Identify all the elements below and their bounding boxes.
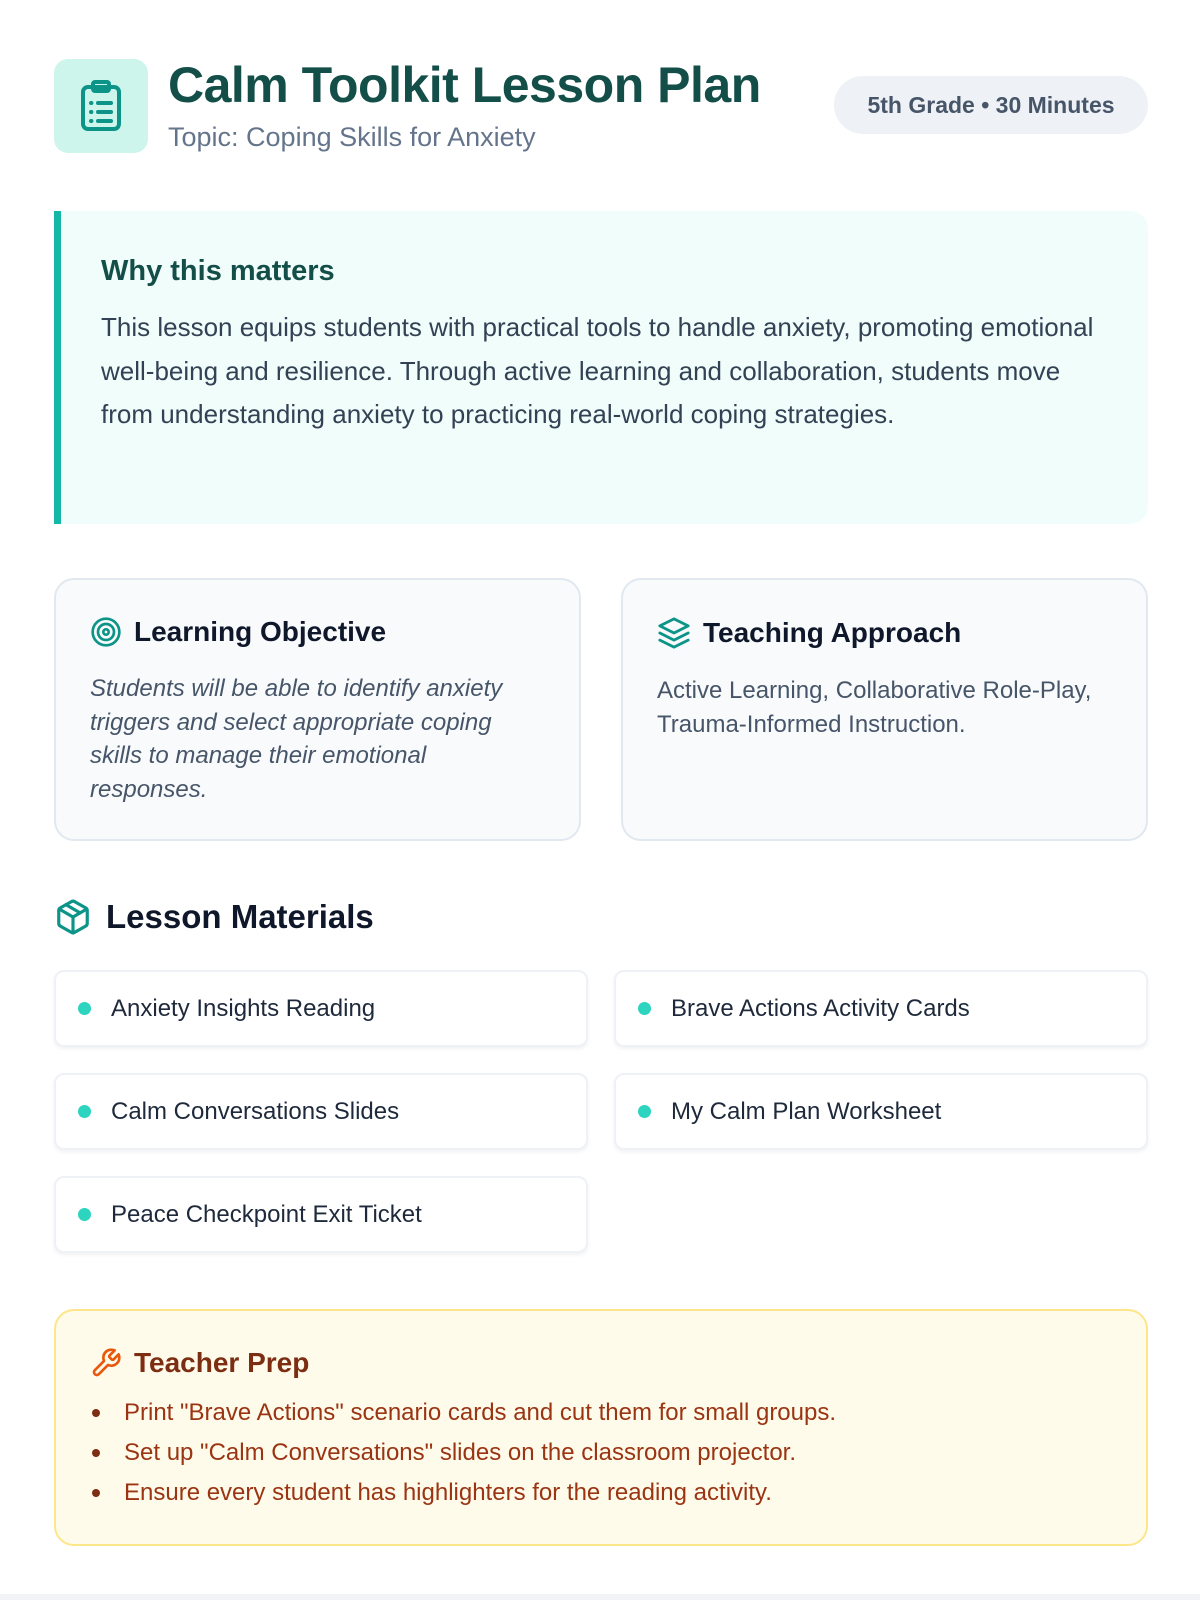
material-item bbox=[614, 970, 1148, 1047]
teacher-prep-heading: Teacher Prep bbox=[134, 1347, 310, 1378]
bullet-dot bbox=[92, 1449, 100, 1457]
material-label: Peace Checkpoint Exit Ticket bbox=[111, 1200, 422, 1228]
target-icon bbox=[90, 616, 122, 648]
package-icon bbox=[54, 898, 92, 936]
teaching-approach-heading: Teaching Approach bbox=[703, 617, 962, 648]
material-item bbox=[614, 1073, 1148, 1150]
material-label: Brave Actions Activity Cards bbox=[671, 994, 970, 1022]
material-label: My Calm Plan Worksheet bbox=[671, 1097, 942, 1125]
layers-icon bbox=[657, 616, 691, 650]
material-label: Anxiety Insights Reading bbox=[111, 994, 376, 1022]
prep-item-text: Set up "Calm Conversations" slides on the classroom projector. bbox=[124, 1439, 797, 1466]
bullet-dot bbox=[78, 1002, 91, 1015]
page-title: Calm Toolkit Lesson Plan bbox=[168, 57, 761, 113]
teacher-prep-list bbox=[90, 1393, 1112, 1513]
material-label: Calm Conversations Slides bbox=[111, 1097, 400, 1125]
why-body: This lesson equips students with practical tools to handle anxiety, promoting emotional well-being and resilience. Through active learning and collaboration, students move from understanding anxiety to practicing real-world coping strategies. bbox=[101, 312, 1094, 429]
grade-duration-badge: 5th Grade • 30 Minutes bbox=[834, 76, 1148, 134]
teacher-prep-box bbox=[54, 1309, 1148, 1546]
bullet-dot bbox=[92, 1489, 100, 1497]
bullet-dot bbox=[78, 1105, 91, 1118]
bullet-dot bbox=[638, 1002, 651, 1015]
material-item bbox=[54, 970, 588, 1047]
list-item bbox=[90, 1393, 1112, 1433]
lesson-materials-heading: Lesson Materials bbox=[106, 898, 374, 935]
material-item bbox=[54, 1176, 588, 1253]
list-item bbox=[90, 1473, 1112, 1513]
lesson-materials-header bbox=[54, 898, 374, 936]
why-this-matters-box bbox=[54, 211, 1148, 524]
list-item bbox=[90, 1433, 1112, 1473]
material-item bbox=[54, 1073, 588, 1150]
wrench-icon bbox=[90, 1347, 122, 1379]
learning-objective-card bbox=[54, 578, 581, 841]
teaching-approach-card bbox=[621, 578, 1148, 841]
clipboard-list-icon bbox=[54, 59, 148, 153]
prep-item-text: Ensure every student has highlighters for the reading activity. bbox=[124, 1479, 772, 1506]
bullet-dot bbox=[78, 1208, 91, 1221]
prep-item-text: Print "Brave Actions" scenario cards and cut them for small groups. bbox=[124, 1399, 837, 1426]
bullet-dot bbox=[638, 1105, 651, 1118]
page-subtitle: Topic: Coping Skills for Anxiety bbox=[168, 122, 536, 152]
bullet-dot bbox=[92, 1409, 100, 1417]
teaching-approach-text: Active Learning, Collaborative Role-Play, Trauma-Informed Instruction. bbox=[657, 677, 1092, 738]
learning-objective-text: Students will be able to identify anxiety triggers and select appropriate coping skills to manage their emotional responses. bbox=[90, 675, 503, 803]
why-heading: Why this matters bbox=[101, 255, 335, 287]
learning-objective-heading: Learning Objective bbox=[134, 616, 387, 647]
